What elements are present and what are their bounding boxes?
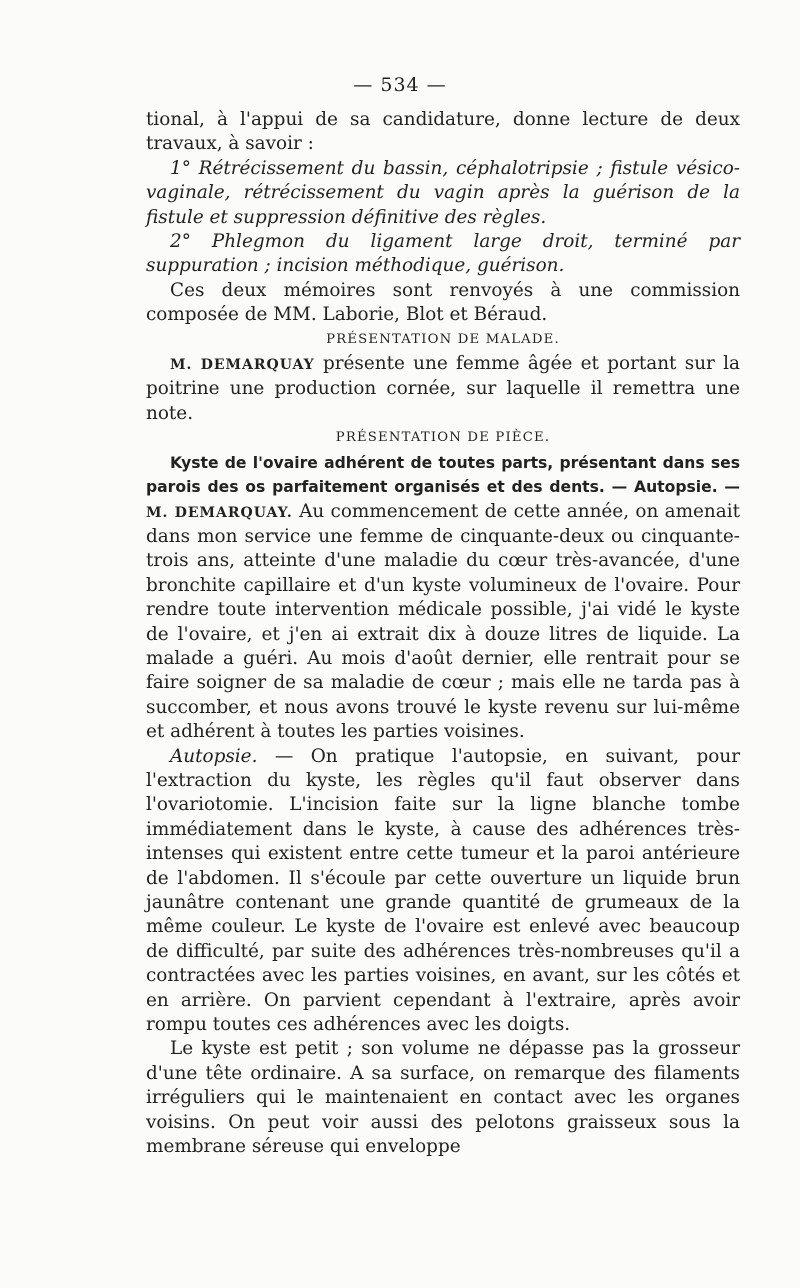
speaker-name: M. DEMARQUAY. (146, 504, 293, 521)
memoir-item-2: 2° Phlegmon du ligament large droit, terminé par suppuration ; incision méthodique, guérison. (146, 231, 740, 277)
piece-text: Au commencement de cette année, on amenait dans mon service une femme de cinquante-deux ou cinquante-trois ans, atteinte d'une maladie du cœur très-avancée, d'une bronchite capillaire et d'un kyste volumineux de l'ovaire. Pour rendre toute intervention médicale possible, j'ai vidé le kyste de l'ovaire, et j'en ai extrait dix à douze litres de liquide. La malade a guéri. Au mois d'août dernier, elle rentrait pour se faire soigner de sa maladie de cœur ; mais elle ne tarda pas à succomber, et nous avons trouvé le kyste revenu sur lui-même et adhérent à toutes les parties voisines. (146, 500, 740, 743)
section-heading-piece: PRÉSENTATION DE PIÈCE. (335, 430, 551, 446)
body-text (146, 108, 740, 1159)
autopsie-text: — On pratique l'autopsie, en suivant, pour l'extraction du kyste, les règles qu'il faut observer dans l'ovariotomie. L'incision faite sur la ligne blanche tombe immédiatement dans le kyste, à cause des adhérences très-intenses qui existent entre cette tumeur et la paroi antérieure de l'abdomen. Il s'écoule par cette ouverture un liquide brun jaunâtre contenant une grande quantité de grumeaux de la même couleur. Le kyste de l'ovaire est enlevé avec beaucoup de difficulté, par suite des adhérences très-nombreuses qu'il a contractées avec les parties voisines, en avant, sur les côtés et en arrière. On parvient cependant à l'extraire, après avoir rompu toutes ces adhérences avec les doigts. (146, 745, 740, 1036)
autopsie-label: Autopsie. (170, 745, 258, 767)
piece-title: Kyste de l'ovaire adhérent de toutes parts, présentant dans ses parois des os parfaitement organisés et des dents. — Autopsie. — (146, 453, 740, 497)
section-heading-malade: PRÉSENTATION DE MALADE. (326, 331, 560, 347)
page-number: — 534 — (353, 74, 447, 96)
speaker-name: M. DEMARQUAY (170, 357, 315, 374)
malade-text: présente une femme âgée et portant sur la poitrine une production cornée, sur laquelle il remettra une note. (146, 353, 740, 424)
final-paragraph: Le kyste est petit ; son volume ne dépasse pas la grosseur d'une tête ordinaire. A sa surface, on remarque des filaments irréguliers qui le maintenaient en contact avec les organes voisins. On peut voir aussi des pelotons graisseux sous la membrane séreuse qui enveloppe (146, 1038, 740, 1158)
malade-paragraph (146, 352, 740, 426)
commission-paragraph: Ces deux mémoires sont renvoyés à une commission composée de MM. Laborie, Blot et Béraud. (146, 279, 740, 326)
intro-paragraph: tional, à l'appui de sa candidature, donne lecture de deux travaux, à savoir : (146, 109, 740, 155)
piece-paragraph (146, 451, 740, 745)
memoir-item-1: 1° Rétrécissement du bassin, céphalotripsie ; fistule vésico-vaginale, rétrécissement du vagin après la guérison de la fistule et suppression définitive des règles. (146, 157, 740, 228)
autopsie-paragraph (146, 745, 740, 1038)
